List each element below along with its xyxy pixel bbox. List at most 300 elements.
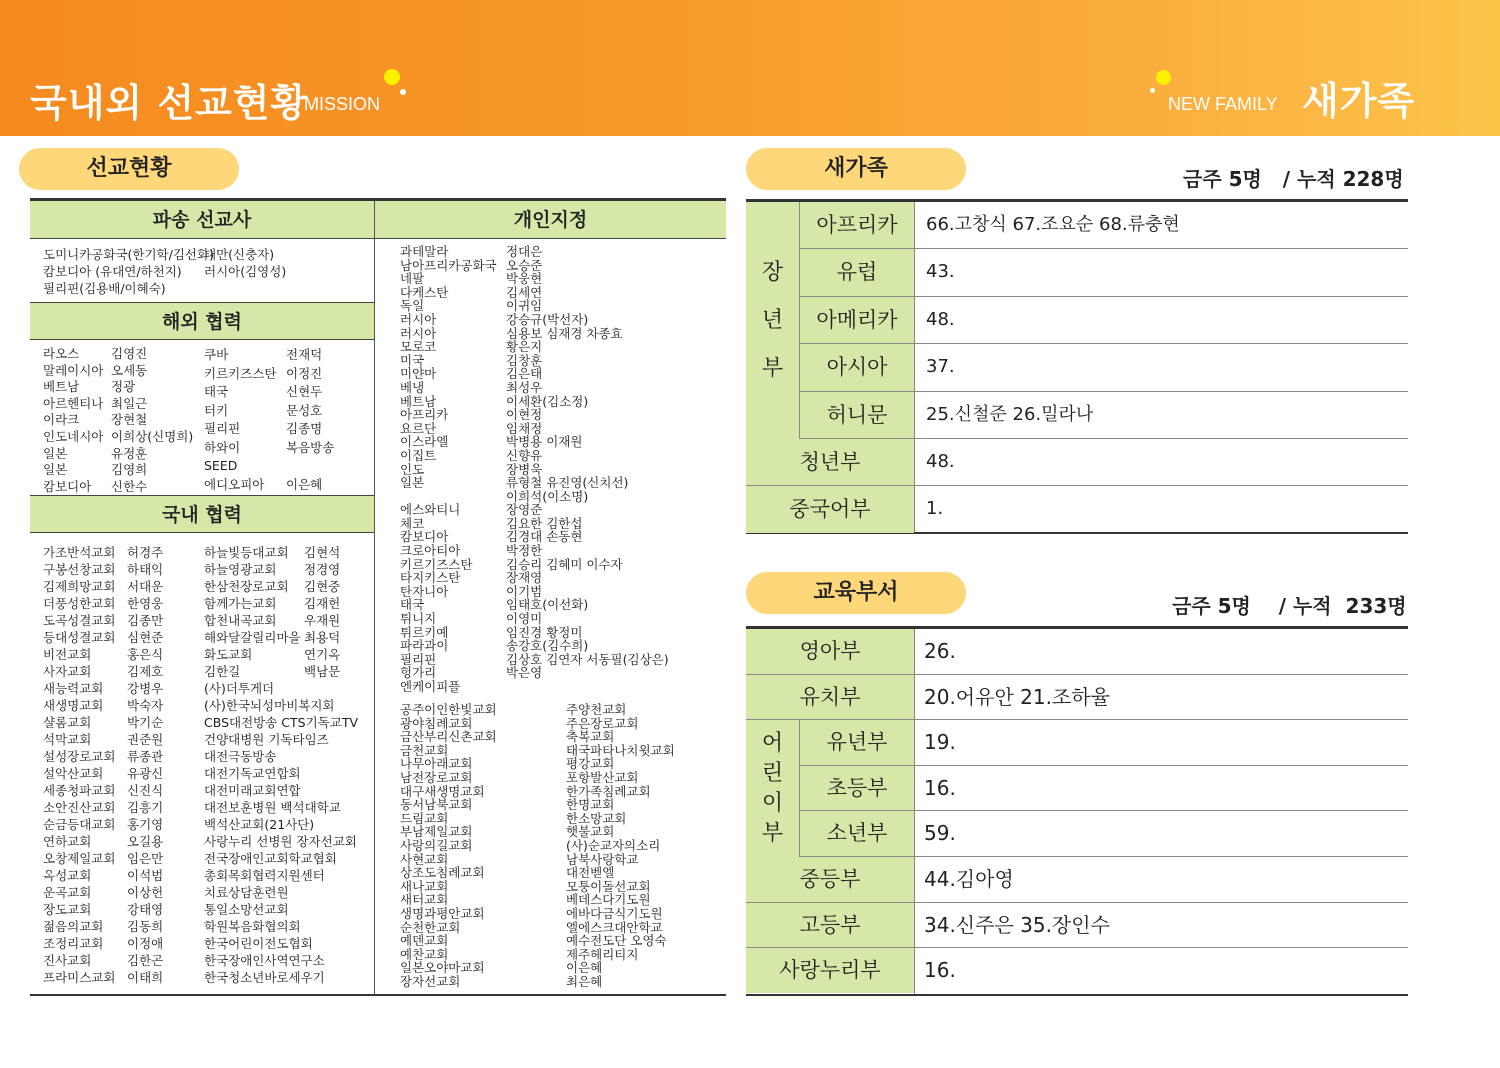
church-item: 프라미스교회: [43, 970, 116, 985]
church-item: 예수전도단 오영숙: [566, 933, 667, 949]
church-item: 더풍성한교회: [43, 596, 116, 611]
decor-dot-small-icon: [400, 89, 406, 95]
dispatch-heading: 파송 선교사: [30, 201, 374, 239]
church-item: 새생명교회: [43, 698, 104, 713]
church-item: 장자선교회: [400, 973, 461, 989]
country-item: 베트남: [400, 393, 437, 409]
church-item: (사)한국뇌성마비복지회: [204, 698, 335, 713]
name-item: 유정훈: [111, 445, 148, 461]
name-item: 임태호(이선화): [506, 597, 589, 613]
column-divider: [914, 629, 915, 994]
name-item: 이석범: [127, 868, 164, 883]
group-char: 부: [761, 820, 784, 846]
name-item: 강병우: [127, 681, 164, 696]
church-item: 새능력교회: [43, 681, 104, 696]
name-item: 이희석(이소명): [506, 488, 589, 504]
country-item: 파라과이: [400, 638, 449, 654]
row-label: 유년부: [800, 720, 914, 765]
church-item: 상조도침례교회: [400, 865, 485, 881]
name-item: 김경대 손동현: [506, 529, 583, 545]
name-item: 이현정: [506, 407, 543, 423]
name-item: 김현중: [304, 579, 341, 594]
church-item: 동서남북교회: [400, 797, 473, 813]
church-item: 최은혜: [566, 973, 603, 989]
church-item: 진사교회: [43, 953, 92, 968]
row-value: 44.김아영: [924, 867, 1014, 891]
missionary-item: 러시아(김영성): [204, 264, 287, 279]
name-item: 홍은식: [127, 647, 164, 662]
row-label: 영아부: [746, 629, 914, 674]
personal-names: [506, 245, 669, 694]
country-item: 다케스탄: [400, 284, 449, 300]
church-item: 새터교회: [400, 892, 449, 908]
church-item: 주은장로교회: [566, 715, 639, 731]
church-item: 대전벧엘: [566, 865, 615, 881]
church-item: 포항발산교회: [566, 769, 639, 785]
name-item: 오승준: [506, 257, 543, 273]
church-item: 순금등대교회: [43, 817, 116, 832]
country-item: 일본: [400, 475, 425, 491]
name-item: 우재원: [304, 613, 341, 628]
group-char: 이: [761, 790, 784, 816]
name-item: [506, 680, 669, 694]
mission-divider: [374, 201, 375, 994]
name-item: 김승리 김혜미 이수자: [506, 556, 623, 572]
church-item: 한국장애인사역연구소: [204, 953, 325, 968]
name-item: 정광: [111, 379, 136, 395]
name-item: 오길용: [127, 834, 164, 849]
name-item: 임은만: [127, 851, 164, 866]
country-item: 태국: [204, 384, 229, 399]
row-label: 아프리카: [800, 202, 914, 248]
country-item: 캄보디아: [43, 478, 92, 494]
church-item: 석막교회: [43, 732, 92, 747]
name-item: 류종관: [127, 749, 164, 764]
church-item: 하늘빛등대교회: [204, 545, 289, 560]
name-item: 정대은: [506, 244, 543, 259]
church-item: 금천교회: [400, 742, 449, 758]
name-item: 장재영: [506, 570, 543, 586]
name-item: 임채정: [506, 420, 543, 436]
name-item: 이정애: [127, 936, 164, 951]
name-item: 허경주: [127, 545, 164, 560]
name-item: 김세연: [506, 284, 543, 300]
mission-table: [30, 198, 726, 996]
country-item: 탄자니아: [400, 583, 449, 599]
name-item: 신진식: [127, 783, 164, 798]
name-item: 김현석: [304, 545, 341, 560]
name-item: 이상헌: [127, 885, 164, 900]
page-subtitle: MISSION: [304, 94, 381, 114]
church-item: 구봉선창교회: [43, 562, 116, 577]
name-item: 김제호: [127, 664, 164, 679]
country-item: 인도네시아: [43, 428, 104, 444]
country-item: 이라크: [43, 412, 80, 428]
church-item: 한가족침례교회: [566, 783, 651, 799]
church-item: 축복교회: [566, 729, 615, 745]
row-label: 아시아: [800, 344, 914, 390]
personal-heading: 개인지정: [375, 201, 726, 239]
name-item: 권준원: [127, 732, 164, 747]
name-item: 황은지: [506, 339, 543, 355]
row-value: 37.: [926, 356, 955, 378]
newfamily-table: [746, 199, 1408, 534]
country-item: 이집트: [400, 447, 437, 463]
name-item: 김재헌: [304, 596, 341, 611]
church-item: 에바다금식기도원: [566, 905, 663, 921]
country-item: 라오스: [43, 346, 80, 361]
row-value: 34.신주은 35.장인수: [924, 912, 1110, 937]
header-band: [0, 0, 1500, 136]
row-label: 허니문: [800, 392, 914, 438]
row-label: 소년부: [800, 811, 914, 856]
name-item: 최용덕: [304, 630, 341, 645]
decor-dot-icon: [384, 69, 400, 85]
church-item: 건양대병원 기독타임즈: [204, 732, 329, 747]
name-item: 홍기영: [127, 817, 164, 832]
row-value: 48.: [926, 451, 955, 472]
country-item: 베트남: [43, 379, 80, 395]
row-value: 43.: [926, 261, 955, 283]
country-item: [400, 490, 497, 504]
group-label: [746, 202, 800, 439]
name-item: 박정한: [506, 543, 543, 559]
page-title: 국내외 선교현황: [30, 81, 309, 125]
church-item: 한소망교회: [566, 810, 627, 826]
country-item: SEED: [204, 458, 238, 473]
name-item: 오세동: [111, 362, 148, 378]
church-item: 주양천교회: [566, 702, 627, 717]
personal-churches-2: [566, 703, 675, 988]
country-item: 미얀마: [400, 366, 437, 382]
church-item: 순천한교회: [400, 919, 461, 935]
church-item: 일본오야마교회: [400, 960, 485, 976]
church-item: 대전보훈병원 백석대학교: [204, 800, 341, 815]
row-label: 고등부: [746, 903, 914, 948]
church-item: 생명과평안교회: [400, 905, 485, 921]
church-item: 제주헤리티지: [566, 946, 639, 962]
education-pill: 교육부서: [746, 572, 966, 614]
country-item: 필리핀: [204, 421, 241, 436]
row-value: 26.: [924, 639, 956, 663]
country-item: 필리핀: [400, 651, 437, 667]
country-item: 요르단: [400, 420, 437, 436]
education-table: [746, 626, 1408, 996]
missionary-item: 도미니카공화국(한기학/김선화): [43, 247, 214, 262]
country-item: 에디오피아: [204, 476, 265, 492]
church-item: 샬롬교회: [43, 715, 92, 730]
name-item: 이정진: [286, 365, 323, 381]
country-item: 태국: [400, 597, 425, 613]
overseas-countries-2: [204, 346, 276, 494]
church-item: 금산부리신촌교회: [400, 729, 497, 745]
church-item: (사)더투게더: [204, 681, 275, 696]
church-item: 소안진산교회: [43, 800, 116, 815]
country-item: 체코: [400, 515, 425, 531]
name-item: 한영웅: [127, 596, 164, 611]
church-item: 함께가는교회: [204, 596, 277, 611]
church-item: 한국어린이전도협회: [204, 936, 313, 951]
row-label: 청년부: [746, 439, 914, 485]
name-item: 김종명: [286, 421, 323, 436]
name-item: 장영준: [506, 502, 543, 518]
church-item: 대구새생명교회: [400, 783, 485, 799]
name-item: 김종만: [127, 613, 164, 628]
country-item: 쿠바: [204, 347, 229, 362]
name-item: 김동희: [127, 919, 164, 934]
church-item: 등대성결교회: [43, 630, 116, 645]
name-item: 이귀임: [506, 298, 543, 314]
row-value: 19.: [924, 730, 956, 755]
church-item: 백석산교회(21사단): [204, 817, 315, 832]
newfamily-pill: 새가족: [746, 148, 966, 190]
church-item: 사현교회: [400, 851, 449, 867]
name-item: 문성호: [286, 402, 323, 418]
country-item: 타지키스탄: [400, 570, 461, 586]
newfamily-subtitle: NEW FAMILY: [1168, 94, 1278, 114]
name-item: 연기옥: [304, 647, 341, 662]
church-item: 치료상담훈련원: [204, 885, 289, 900]
church-item: 새나교회: [400, 878, 449, 894]
country-item: 튀르키예: [400, 624, 449, 640]
row-value: 59.: [924, 821, 956, 846]
church-item: 남전장로교회: [400, 769, 473, 785]
name-item: 김영희: [111, 462, 148, 478]
church-item: 드림교회: [400, 810, 449, 826]
name-item: 박병용 이재원: [506, 434, 583, 450]
church-item: 한명교회: [566, 797, 615, 813]
personal-countries: [400, 245, 497, 694]
country-item: 말레이시아: [43, 362, 104, 378]
decor-dot-right-small-icon: [1150, 88, 1155, 93]
church-item: 나무아래교회: [400, 756, 473, 772]
decor-dot-right-icon: [1156, 70, 1171, 85]
country-item: 러시아: [400, 311, 437, 327]
country-item: 하와이: [204, 439, 241, 455]
name-item: 이세환(김소정): [506, 393, 589, 409]
church-item: 화도교회: [204, 647, 253, 662]
church-item: 태국파타나치윗교회: [566, 742, 675, 758]
name-item: 박은영: [506, 665, 543, 681]
newfamily-summary: 금주 5명 / 누적 228명: [1183, 167, 1404, 191]
name-item: 심용보 심재경 차종효: [506, 325, 623, 341]
name-item: 신향유: [506, 447, 543, 463]
name-item: 김한곤: [127, 953, 164, 968]
church-item: 평강교회: [566, 756, 615, 772]
mission-pill: 선교현황: [19, 148, 239, 190]
name-item: 류형철 유진영(신치선): [506, 475, 629, 491]
church-item: 조정리교회: [43, 936, 104, 951]
group-label: [746, 720, 800, 857]
country-item: 엔케이피플: [400, 679, 461, 694]
church-item: 오창제일교회: [43, 851, 116, 866]
domestic-names-2: [304, 544, 340, 680]
name-item: [286, 457, 334, 476]
name-item: 이영미: [506, 611, 543, 627]
country-item: 인도: [400, 461, 425, 477]
name-item: 김요한 김한섭: [506, 515, 583, 531]
church-item: 설악산교회: [43, 766, 104, 781]
row-label: 유치부: [746, 675, 914, 720]
church-item: 모퉁이돌선교회: [566, 878, 651, 894]
church-item: 예찬교회: [400, 946, 449, 962]
missionary-item: 대만(신충자): [204, 247, 275, 262]
country-item: 아프리카: [400, 407, 449, 423]
domestic-names-1: [127, 544, 163, 986]
country-item: 헝가리: [400, 665, 437, 681]
dispatch-list-1: [43, 246, 214, 297]
overseas-heading: 해외 협력: [30, 302, 374, 340]
church-item: 광야침례교회: [400, 715, 473, 731]
group-char: 어: [761, 730, 784, 756]
name-item: 김상호 김연자 서동필(김상은): [506, 651, 669, 667]
row-label: 중등부: [746, 857, 914, 902]
row-value: 66.고창식 67.조요순 68.류충현: [926, 214, 1180, 235]
name-item: 전재덕: [286, 347, 323, 362]
church-item: 합천내곡교회: [204, 613, 277, 628]
name-item: 하태익: [127, 562, 164, 577]
name-item: 임진경 황정미: [506, 624, 583, 640]
country-item: 일본: [43, 462, 68, 478]
country-item: 키르키즈스탄: [204, 365, 277, 381]
name-item: 박웅현: [506, 271, 543, 287]
group-char: 린: [761, 760, 784, 786]
name-item: 강승규(박선자): [506, 311, 589, 327]
row-value: 16.: [924, 775, 956, 800]
row-value: 1.: [926, 498, 944, 520]
country-item: 터키: [204, 402, 229, 418]
name-item: 이은혜: [286, 476, 323, 492]
church-item: 가조반석교회: [43, 545, 116, 560]
church-item: 이은혜: [566, 960, 603, 976]
country-item: 베냉: [400, 379, 425, 395]
name-item: 유광신: [127, 766, 164, 781]
name-item: 장현철: [111, 412, 148, 428]
name-item: 이희상(신명희): [111, 428, 194, 444]
church-item: (사)순교자의소리: [566, 837, 661, 853]
name-item: 서대운: [127, 579, 164, 594]
church-item: 사자교회: [43, 664, 92, 679]
row-label: 초등부: [800, 766, 914, 811]
missionary-item: 필리핀(김용배/이혜숙): [43, 281, 166, 296]
education-summary: 금주 5명 / 누적 233명: [1172, 594, 1407, 618]
row-label: 아메리카: [800, 297, 914, 343]
country-item: 캄보디아: [400, 529, 449, 545]
row-label: 중국어부: [746, 486, 914, 532]
church-item: 통일소망선교회: [204, 902, 289, 917]
row-value: 16.: [924, 958, 956, 983]
name-item: 심현준: [127, 630, 164, 645]
group-char: 년: [761, 307, 784, 333]
group-char: 부: [761, 355, 784, 381]
church-item: 사랑누리 선병원 장자선교회: [204, 834, 357, 849]
personal-churches-1: [400, 703, 497, 988]
country-item: 러시아: [400, 325, 437, 341]
overseas-names-2: [286, 346, 334, 494]
country-item: 크로아티아: [400, 543, 461, 559]
country-item: 미국: [400, 352, 425, 368]
row-label: 사랑누리부: [746, 948, 914, 993]
column-divider: [914, 202, 915, 532]
church-item: 총회목회협력지원센터: [204, 868, 325, 883]
country-item: 에스와티니: [400, 502, 461, 518]
name-item: 장병욱: [506, 461, 543, 477]
church-item: 비전교회: [43, 647, 92, 662]
church-item: 김한길: [204, 664, 241, 679]
name-item: 이기범: [506, 583, 543, 599]
church-item: 공주이인한빛교회: [400, 702, 497, 717]
name-item: 신한수: [111, 478, 148, 494]
church-item: 엘에스크대안학교: [566, 919, 663, 935]
country-item: 아르헨티나: [43, 395, 104, 411]
name-item: 박숙자: [127, 698, 164, 713]
overseas-countries-1: [43, 346, 103, 495]
country-item: 이스라엘: [400, 434, 449, 450]
church-item: 대전기독교연합회: [204, 766, 301, 781]
name-item: 최일근: [111, 395, 148, 411]
name-item: 송강호(김수희): [506, 638, 589, 654]
church-item: 장도교회: [43, 902, 92, 917]
group-char: 장: [761, 259, 784, 285]
church-item: 예덴교회: [400, 933, 449, 949]
overseas-names-1: [111, 346, 193, 495]
church-item: 사랑의길교회: [400, 837, 473, 853]
name-item: 김창훈: [506, 352, 543, 368]
name-item: 신현두: [286, 384, 323, 399]
country-item: 일본: [43, 445, 68, 461]
name-item: 강태영: [127, 902, 164, 917]
country-item: 네팔: [400, 271, 425, 287]
row-label: 유럽: [800, 249, 914, 295]
church-item: 연하교회: [43, 834, 92, 849]
church-item: 대전극동방송: [204, 749, 277, 764]
church-item: 한국청소년바로세우기: [204, 970, 325, 985]
church-item: 도곡성결교회: [43, 613, 116, 628]
church-item: 김제희망교회: [43, 579, 116, 594]
missionary-item: 캄보디아 (유대연/하천지): [43, 264, 182, 279]
country-item: 독일: [400, 298, 425, 314]
church-item: 운곡교회: [43, 885, 92, 900]
church-item: 학원복음화협의회: [204, 919, 301, 934]
newfamily-title: 새가족: [1302, 79, 1416, 123]
church-item: 해와달갈릴리마을: [204, 630, 301, 645]
name-item: 최성우: [506, 379, 543, 395]
church-item: 젊음의교회: [43, 919, 104, 934]
church-item: 한삼천장로교회: [204, 579, 289, 594]
church-item: 부남제일교회: [400, 824, 473, 840]
dispatch-list-2: [204, 246, 286, 280]
name-item: 김영진: [111, 346, 148, 361]
church-item: 옥성교회: [43, 868, 92, 883]
name-item: 복음방송: [286, 439, 335, 455]
church-item: 세종청파교회: [43, 783, 116, 798]
country-item: 남아프리카공화국: [400, 257, 497, 273]
domestic-heading: 국내 협력: [30, 495, 374, 533]
name-item: 김흥기: [127, 800, 164, 815]
church-item: 베데스다기도원: [566, 892, 651, 908]
domestic-churches-1: [43, 544, 115, 986]
church-item: 남북사랑학교: [566, 851, 639, 867]
church-item: 햇불교회: [566, 824, 615, 840]
country-item: 튀니지: [400, 611, 437, 627]
name-item: 백남문: [304, 664, 341, 679]
church-item: 설성장로교회: [43, 749, 116, 764]
row-value: 48.: [926, 308, 955, 330]
church-item: 하늘영광교회: [204, 562, 277, 577]
church-item: 전국장애인교회학교협회: [204, 851, 337, 866]
name-item: 김은태: [506, 366, 543, 382]
name-item: 이태희: [127, 970, 164, 985]
